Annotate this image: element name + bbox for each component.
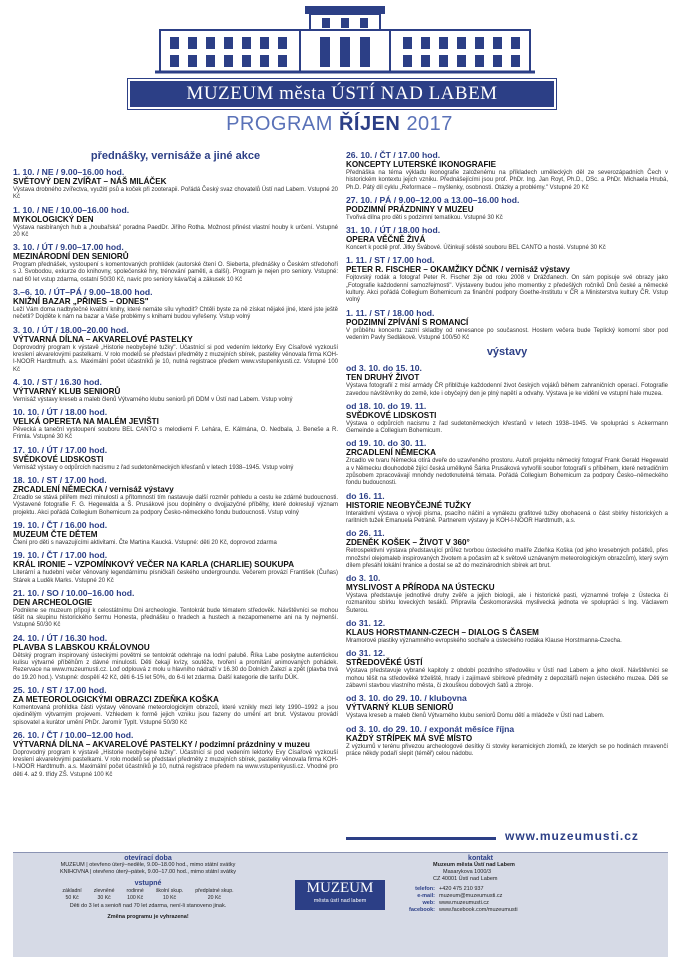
event-description: Komentovaná prohlídka části výstavy věnované meteorologickým obrazců, které vznikly mezi lety 1990–1992 a jsou ojedinělým výtvarným projevem. Vzhledem k formě jejich vzniku jsou fazeny do umění art brut. Výstavou provádí spisovatel a kurátor umění PhDr. Jaromír Typlt. Vstupné 50/30 Kč	[13, 704, 338, 726]
contact-title: kontakt	[468, 855, 493, 862]
ticket-price: 30 Kč	[97, 894, 111, 901]
website-rule	[346, 837, 496, 840]
contact-value[interactable]: www.muzeumusti.cz	[439, 900, 489, 906]
event-date: 31. 10. / ÚT / 18.00 hod.	[346, 225, 441, 236]
event-description: Literární a hudební večer věnovaný legendárnímu písničkáři českého undergroundu. Večerem provází František (Čuňas) Stárek a Luděk Marks. Vstupné 20 Kč	[13, 570, 338, 584]
event-date: 10. 10. / ÚT / 18.00 hod.	[13, 407, 108, 418]
event-item	[346, 225, 668, 252]
ticket-price: 20 Kč	[207, 894, 222, 901]
event-item	[13, 550, 338, 585]
hours-line: KNIHOVNA | otevřeno úterý–pátek, 9.00–17.00 hod., mimo státní svátky	[60, 869, 236, 875]
event-description: Vernisáž výstavy o odpůrcích nacismu z řad sudetoněmeckých křesťanů v letech 1938–1945. Vstup volný	[13, 464, 294, 471]
event-description: Výstava fotografií z misí armády ČR přibližuje každodenní život českých vojáků během zahraničních operací. Fotografie zavedou návštěvníky do země, kde i obyčejný den je plný napětí a odvahy. Výstava je ke vidění ve vstupní hale muzea.	[346, 383, 668, 397]
event-description: Dětský program inspirovaný ústeckými povětmi se tentokrát odehraje na lodní palubě. Říka Labe poskytne autentickou kulisu výtvarné příběhům z dávné minulosti. Děti čekají kvízy, soutěže, tvoření a promítání animovaných pohádek. Rezervace na www.muzeumusti.cz. Loď odplouvá z molu u hlavního nádraží v 16.30 do Dolních Žalezí a zpět (plavba trvá do 19.20 hod.). Vstupné: dospělí 42 Kč, děti 6-15 let 50%, do 6-ti let zdarma. Další kategorie dle tarifu DÚK.	[13, 652, 338, 681]
event-title: HISTORIE NEOBYČEJNÉ TUŽKY	[346, 500, 472, 510]
event-item	[346, 255, 668, 304]
ticket-header: základní	[62, 888, 82, 894]
event-description: Fojtovský rodák a fotograf Peter R. Fischer žije od roku 2008 v Drážďanech. On sám popisuje své obrazy jako „Fotografie každodenní samozřejmosti". Výstaveny budou jeho momentky z předešlých ročníků Dnů české a německé kultury. Akci pořádá Collegium Bohemicum za finanční podpory Goethe-Institutu v ČR a Ministerstva kultury ČR. Vstup volný	[346, 275, 668, 304]
event-date: od 19. 10. do 30. 11.	[346, 438, 427, 449]
event-date: do 3. 10.	[346, 573, 381, 584]
event-date: od 3. 10. do 29. 10. / klubovna	[346, 693, 467, 704]
event-title: PODZIMNÍ ZPÍVÁNÍ S ROMANCÍ	[346, 317, 469, 327]
tickets-title: vstupné	[134, 880, 162, 887]
event-description: Z výzkumů v terénu přivezou archeologové desítky či stovky keramických zlomků, ze kterých se po hodinách mravenčí práce někdy podaří slepit (téměř) celou nádobu.	[346, 743, 668, 757]
event-title: ZDENĚK KOŠEK – ŽIVOT V 360°	[346, 538, 470, 548]
event-item	[346, 693, 668, 720]
event-description: Přednáška na téma výkladu ikonografie založenému na příkladech uměleckých děl ze severozápadních Čech v historickém kontextu jejich vzniku. Přednášejícími jsou prof. PhDr. Ing. Jan Royt, Ph.D., DSc. a PhDr. Michaela Hrubá, Ph.D. Pátý díl cyklu „Reformace – myšlenky, osobnosti. Otázky a problémy." Vstupné 20 Kč	[346, 170, 668, 191]
event-description: Koncert k poctě prof. Jitky Švábové. Účinkují sólisté souboru BEL CANTO a hosté. Vstupné 30 Kč	[346, 245, 606, 252]
ticket-price-table	[56, 888, 239, 901]
event-description: Interaktivní výstava o vývoji písma, psacího náčiní a vynálezu grafitové tužky obohacená o část sbírky historických a raritních tužek Emanuela Petráně. Partnerem výstavy je KOH-I-NOOR Hardtmuth, a.s.	[346, 510, 668, 524]
event-description: Podnikne se muzeum připojí k celostátnímu Dni archeologie. Tentokrát bude tématem středověk. Návštěvníci se mohou těšit na skupinu historického šermu Honesta, přednášku o hradech a hustech a nezapomeneme ani na ty nejmenší. Vstupné 50/30 Kč	[13, 607, 338, 629]
event-item	[13, 445, 338, 472]
logo-main: MUZEUM	[306, 880, 374, 896]
event-title: ZRCADLENÍ NĚMECKA	[346, 448, 436, 458]
event-item	[346, 491, 668, 526]
event-item	[13, 407, 338, 442]
event-title: VELKÁ OPERETA NA MALÉM JEVIŠTI	[13, 417, 159, 427]
event-description: Zrcadlo se stává pilířem mezi minulostí a přítomností tím nastavuje další rozměr pohledu a cestu ke zdárné budoucnosti. Výstavené fotografie F. G. Hegewalda a Š. Prusákové jsou doplněny o dvojjazyčné příběhy, které dokreslují význam projektu. Akci pořádá Collegium Bohemicum za podpory Česko-německého fondu budoucnosti. Vstup volný	[13, 495, 338, 516]
header	[0, 0, 679, 145]
contact-value[interactable]: muzeum@muzeumusti.cz	[439, 893, 503, 899]
event-item	[13, 633, 338, 682]
event-date: 3.–6. 10. / ÚT–PÁ / 9.00–18.00 hod.	[13, 287, 153, 298]
event-date: 25. 10. / ST / 17.00 hod.	[13, 684, 107, 695]
event-date: 1. 10. / NE / 9.00–16.00 hod.	[13, 167, 125, 177]
logo-sub: města ústí nad labem	[313, 898, 367, 904]
event-date: 24. 10. / ÚT / 16.30 hod.	[13, 632, 108, 643]
event-title: KAŽDÝ STŘÍPEK MÁ SVÉ MÍSTO	[346, 733, 473, 743]
event-item	[13, 325, 338, 374]
event-description: Vernisáž výstavy kreseb a maleb členů Výtvarného klubu seniorů při DDM v Ústí nad Labem. Vstup volný	[13, 396, 293, 403]
event-item	[346, 150, 668, 192]
event-date: 26. 10. / ČT / 17.00 hod.	[346, 150, 441, 160]
event-title: PETER R. FISCHER – OKAMŽIKY DČNK / vernisáž výstavy	[346, 265, 570, 275]
contact-key: telefon:	[415, 886, 435, 892]
event-title: TEN DRUHÝ ŽIVOT	[346, 373, 420, 383]
event-title: KNIŽNÍ BAZAR „PŘINES – ODNES"	[13, 297, 149, 307]
event-title: ZA METEOROLOGICKÝMI OBRAZCI ZDEŇKA KOŠKA	[13, 694, 219, 704]
contact-street: Masarykova 1000/3	[443, 869, 491, 875]
left-section-title: přednášky, vernisáže a jiné akce	[90, 150, 261, 162]
event-date: 1. 11. / ST / 17.00 hod.	[346, 255, 435, 266]
event-item	[346, 308, 668, 343]
exhibition-list	[346, 363, 668, 758]
event-item	[346, 724, 668, 759]
event-date: 21. 10. / SO / 10.00–16.00 hod.	[13, 587, 135, 598]
event-description: V průběhu koncertu zazní skladby od renesance po současnost. Hostem večera bude Teplický komorní sbor pod vedením Pavly Sedlákové. Vstupné 100/50 Kč	[346, 327, 668, 341]
event-item	[346, 573, 668, 615]
contact-row	[393, 907, 668, 914]
event-date: 26. 10. / ČT / 10.00–12.00 hod.	[13, 729, 134, 740]
event-item	[13, 475, 338, 517]
event-title: SVĚTOVÝ DEN ZVÍŘAT – NÁŠ MILÁČEK	[13, 177, 167, 186]
event-item	[13, 520, 338, 547]
event-description: Výstava drobného zvířectva, využití psů a koček při zooterapii. Pořádá Český svaz chovatelů Ústí nad Labem. Vstupné 20 Kč	[13, 187, 338, 201]
event-title: MEZINÁRODNÍ DEN SENIORŮ	[13, 252, 129, 262]
event-description: Program přednášek, vystoupení s komentovaných prohlídek (autorské čtení O. Sieberta, přednášky o Českém středohoří s J. Svobodou, exkurze do knihovny, společenské hry, trénování paměti, a další). Program je nejen pro seniory. Vstupné: nad 60 let vstup zdarma, ostatní 50/30 Kč, navíc pro seniory káva/čaj a zákusek 10 Kč	[13, 262, 338, 283]
event-item	[346, 528, 668, 570]
contact-key: facebook:	[409, 907, 435, 913]
event-description: Výstava nasbíraných hub a „houbařská" poradna PaedDr. Jiřího Rotha. Možnost přinést vlastní houby k určení. Vstupné 20 Kč	[13, 224, 338, 238]
event-description: Retrospektivní výstava představující průřez tvorbou ústeckého malíře Zdeňka Koška (od jeho kresebných počátků, přes množství olejomaleb inspirovaných životem a počasím až k světově uznávaným meteorologickým obrazcům), který svým dílem přesáhl lokální hranice a dostal se až do mezinárodních sbírek art brut.	[346, 548, 668, 569]
event-title: PODZIMNÍ PRÁZDNINY V MUZEU	[346, 204, 474, 214]
event-date: od 18. 10. do 19. 11.	[346, 400, 427, 411]
event-item	[13, 167, 338, 202]
event-title: VÝTVARNÁ DÍLNA – AKVARELOVÉ PASTELKY	[13, 334, 193, 344]
contact-key: e-mail:	[417, 893, 435, 899]
event-title: PLAVBA S LABSKOU KRÁLOVNOU	[13, 642, 150, 652]
event-item	[346, 401, 668, 436]
event-description: Výstava kreseb a maleb členů Výtvarného klubu seniorů Domu dětí a mládeže v Ústí nad Labem.	[346, 713, 605, 720]
footer-hours-tickets	[13, 853, 283, 957]
event-description: Leží Vám doma nadbytečné kvalitní knihy, které nemáte sílu vyhodit? Chtěli byste za ně získat nějaké jiné, které jste ještě nečetli? Dojděte k nám na bazar a Vaše problémy s knihami budou vyřešeny. Vstup volný	[13, 307, 338, 321]
event-description: Mramorové plastiky významného evropského sochaře a ústeckého rodáka Klause Horstmanna-Czecha.	[346, 638, 622, 645]
event-item	[346, 363, 668, 398]
event-item	[346, 195, 668, 222]
contact-name: Muzeum města Ústí nad Labem	[433, 862, 515, 868]
contact-row	[393, 886, 668, 893]
event-item	[13, 242, 338, 284]
event-date: do 16. 11.	[346, 490, 385, 501]
change-note: Změna programu je vyhrazena!	[107, 914, 189, 920]
event-title: ZRCADLENÍ NĚMECKA / vernisáž výstavy	[13, 485, 174, 495]
event-item	[13, 377, 338, 404]
website-link[interactable]: www.muzeumusti.cz	[505, 829, 639, 843]
event-title: STŘEDOVĚKÉ ÚSTÍ	[346, 658, 423, 668]
museum-logo	[295, 880, 385, 910]
event-title: KLAUS HORSTMANN-CZECH – DIALOG S ČASEM	[346, 628, 539, 638]
hours-line: MUZEUM | otevřeno úterý–neděle, 9.00–18.00 hod., mimo státní svátky	[60, 862, 236, 868]
event-date: od 3. 10. do 15. 10.	[346, 363, 422, 374]
event-title: VÝTVARNÁ DÍLNA – AKVARELOVÉ PASTELKY / podzimní prázdniny v muzeu	[13, 739, 310, 749]
event-title: MYSLIVOST A PŘÍRODA NA ÚSTECKU	[346, 583, 495, 593]
event-item	[346, 618, 668, 645]
event-description: Čtení pro děti s navazujícími aktivitami. Čte Martina Kaucká. Vstupné: děti 20 Kč, doprovod zdarma	[13, 539, 277, 546]
hours-title: otevírací doba	[124, 855, 172, 862]
event-date: do 26. 11.	[346, 528, 385, 539]
event-date: 1. 10. / NE / 10.00–16.00 hod.	[13, 204, 130, 215]
event-title: VÝTVARNÝ KLUB SENIORŮ	[346, 703, 454, 713]
event-date: do 31. 12.	[346, 618, 386, 629]
event-date: 18. 10. / ST / 17.00 hod.	[13, 475, 107, 486]
contact-row	[393, 893, 668, 900]
event-item	[13, 205, 338, 240]
event-description: Doprovodný program k výstavě „Historie neobyčejné tužky". Účastnící si pod vedením lektorky Evy Císařové vyzkouší kreslení akvarelovými pastelkami. V rolo modelů se představí předměty z muzejních sbírek, pastelky věnovala firma KOH-I-NOOR Hardtmuth. a.s. Maximální počet účastníků je 10, nutná registrace předem na www.vstupenkyusti.cz. Vhodné pro děti 4. až 9. třídy ZŠ. Vstupné 100 Kč	[13, 749, 338, 778]
contact-row	[393, 900, 668, 907]
museum-banner: MUZEUM města ÚSTÍ NAD LABEM	[128, 79, 556, 109]
event-description: Výstava o odpůrcích nacismu z řad sudetoněmeckých křesťanů v letech 1938–1945. Ve spolupráci s Ackermann Gemeinde a Collegium Bohemicum.	[346, 420, 668, 435]
contact-key: web:	[422, 900, 435, 906]
event-date: 4. 10. / ST / 16.30 hod.	[13, 376, 102, 387]
event-description: Zrcadlo ve tvaru Německa otírá dveře do uzavřeného prostoru. Autoři projektu německý fotograf Frank Gerald Hegewald a v Německu dlouhodobě žijící česká umělkyně Šárka Prusáková vytvořili soubor fotografií s příběhem, které netradičním způsobem zpracovávají mnohdy nedotknutelná témata. Pořádá Collegium Bohemicum za podpory Česko–německého fondu budoucnosti.	[346, 458, 668, 487]
program-title	[0, 113, 679, 136]
left-column	[13, 150, 338, 782]
event-title: KRÁL IRONIE – VZPOMÍNKOVÝ VEČER NA KARLA (CHARLIE) SOUKUPA	[13, 560, 295, 570]
contact-rows	[393, 886, 668, 914]
event-date: 3. 10. / ÚT / 18.00–20.00 hod.	[13, 324, 129, 335]
event-description: Výstava představuje jednotlivé druhy zvěře a jejich biologii, ale i historické pasti, významné trofeje z Ústecka či rozmanitou sbírku loveckých tesáků. Připravila Českomoravská myslivecká jednota ve spolupráci s Ing. Václavem Šuterou.	[346, 593, 668, 614]
ticket-header: školní skup.	[155, 888, 184, 894]
event-title: MUZEUM ČTE DĚTEM	[13, 529, 98, 539]
program-word: PROGRAM	[226, 113, 333, 135]
ticket-header: předplatné skup.	[195, 888, 234, 894]
event-date: do 31. 12.	[346, 648, 386, 659]
right-event-list	[346, 150, 668, 342]
ticket-price: 100 Kč	[127, 894, 144, 901]
left-event-list	[13, 167, 338, 779]
event-title: MYKOLOGICKÝ DEN	[13, 214, 94, 224]
event-date: 19. 10. / ČT / 16.00 hod.	[13, 519, 108, 530]
event-date: od 3. 10. do 29. 10. / exponát měsíce října	[346, 723, 515, 734]
event-description: Doprovodný program k výstavě „Historie neobyčejné tužky". Účastnící si pod vedením lektorky Evy Císařové vyzkouší kreslení akvarelovými pastelkami. V rolo modelů se představí předměty z muzejních sbírek, pastelky věnovala firma KOH-I-NOOR Hardtmuth. a.s. Maximální počet účastníků je 10, nutná registrace předem www.vstupenkyusti.cz. Vstupné 100 Kč	[13, 344, 338, 373]
museum-building-icon	[150, 4, 540, 76]
event-title: SVĚDKOVÉ LIDSKOSTI	[13, 454, 104, 464]
event-item	[13, 685, 338, 727]
event-title: DEN ARCHEOLOGIE	[13, 597, 93, 607]
event-date: 27. 10. / PÁ / 9.00–12.00 a 13.00–16.00 hod.	[346, 194, 520, 205]
event-title: SVĚDKOVÉ LIDSKOSTI	[346, 410, 437, 420]
event-item	[13, 588, 338, 630]
ticket-price: 10 Kč	[162, 894, 177, 901]
contact-value[interactable]: www.facebook.com/muzeumusti	[439, 907, 518, 913]
program-year: 2017	[406, 113, 453, 135]
program-month: ŘÍJEN	[338, 113, 401, 135]
event-title: OPERA VĚČNĚ ŽIVÁ	[346, 235, 426, 245]
event-title: KONCEPTY LUTERSKÉ IKONOGRAFIE	[346, 160, 497, 169]
event-date: 3. 10. / ÚT / 9.00–17.00 hod.	[13, 242, 124, 253]
contact-value: +420 475 210 937	[439, 886, 484, 892]
event-description: Výstava představuje vybrané kapitoly z období pozdního středověku v Ústí nad Labem a jeho okolí. Návštěvníci se mohou těšit na středověké trželiště, hrady i zajímavé sbírkové předměty z depozitářů nejen ústeckého muzea. Děti se zábavní stavbou vlastního města, či zkouškou dobových šatů a zbroje.	[346, 668, 668, 689]
event-item	[13, 287, 338, 322]
event-title: VÝTVARNÝ KLUB SENIORŮ	[13, 386, 121, 396]
ticket-header: rodinné	[126, 888, 144, 894]
ticket-price: 50 Kč	[65, 894, 79, 901]
right-section-title: výstavy	[486, 346, 528, 359]
right-column	[346, 150, 668, 761]
ticket-note: Děti do 3 let a senioři nad 70 let zdarma, není-li stanoveno jinak.	[69, 903, 227, 909]
ticket-header: zlevněné	[93, 888, 115, 894]
event-date: 1. 11. / ST / 18.00 hod.	[346, 307, 435, 318]
event-date: 19. 10. / ČT / 17.00 hod.	[13, 550, 108, 561]
contact-city: CZ 40001 Ústí nad Labem	[433, 876, 498, 882]
event-item	[13, 730, 338, 779]
event-item	[346, 648, 668, 690]
event-item	[346, 438, 668, 487]
event-date: 17. 10. / ÚT / 17.00 hod.	[13, 444, 108, 455]
event-description: Tvořivá dílna pro děti s podzimní tematikou. Vstupné 30 Kč	[346, 214, 503, 221]
event-description: Pěvecká a taneční vystoupení souboru BEL CANTO s melodiemi F. Lehára, E. Kálmána, O. Nedbala, J. Beneše a R. Frimla. Vstupné 30 Kč	[13, 427, 338, 441]
